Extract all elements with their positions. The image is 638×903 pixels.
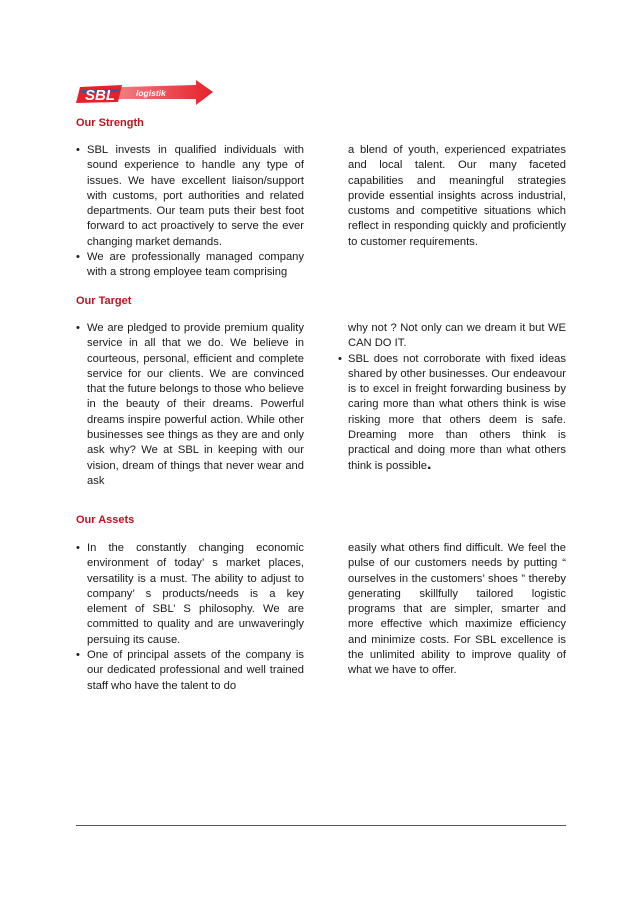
list-item: • We are pledged to provide premium quality service in all that we do. We believe in courteous, personal, efficient and complete service for our clients. We are convinced that the future belongs to those who believe in the beauty of their dreams. Powerful dreams inspire powerful action. While other businesses see things as they are and only ask why? We at SBL in keeping with our vision, dream of things that never wear and ask bbox=[76, 322, 304, 487]
strength-right-column bbox=[338, 143, 566, 250]
sbl-logistik-logo bbox=[76, 78, 214, 108]
section-title-assets: Our Assets bbox=[76, 514, 135, 526]
section-title-strength: Our Strength bbox=[76, 117, 144, 129]
bullet-icon: • bbox=[76, 251, 80, 264]
assets-left-column bbox=[76, 541, 304, 694]
bullet-icon: • bbox=[76, 542, 80, 554]
footer-divider bbox=[76, 825, 566, 826]
bullet-icon: • bbox=[76, 322, 80, 334]
paragraph: a blend of youth, experienced expatriates and local talent. Our many faceted capabilities and meaningful strategies provide essential insights across industrial, customs and competitive situations which reflect in responding quickly and proficiently to customer requirements. bbox=[348, 144, 566, 248]
strength-left-column bbox=[76, 143, 304, 281]
bullet-icon: • bbox=[76, 649, 80, 662]
assets-right-column bbox=[338, 541, 566, 679]
bullet-icon: • bbox=[338, 352, 342, 365]
paragraph: easily what others find difficult. We feel the pulse of our customers needs by putting “ ourselves in the customers’ shoes ” thereby generating skillfully tailored logistic programs that are simpler, smarter and more effective which maximize efficiency and minimize costs. For SBL excellence is the unlimited ability to improve quality of what we have to offer. bbox=[348, 542, 566, 677]
logo-wordmark: SBL bbox=[85, 87, 115, 104]
list-item: • We are professionally managed company with a strong employee team comprising bbox=[76, 251, 304, 279]
target-right-column bbox=[338, 321, 566, 474]
list-item: • In the constantly changing economic environment of today’ s market places, versatility is a must. The ability to adjust to company’ s products/needs is a key element of SBL’ S philosophy. We are committed to quality and are unwaveringly persuing its cause. bbox=[76, 542, 304, 646]
logo-tagline: logistik bbox=[136, 88, 166, 98]
list-item: • One of principal assets of the company is our dedicated professional and well trained staff who have the talent to do bbox=[76, 649, 304, 692]
section-title-target: Our Target bbox=[76, 295, 132, 307]
list-item: • SBL does not corroborate with fixed ideas shared by other businesses. Our endeavour is to excel in freight forwarding business by caring more than what others think is wise risking more that others deem is safe. Dreaming more than others think is practical and doing more than what others think is possible. bbox=[338, 352, 566, 473]
list-item: • SBL invests in qualified individuals with sound experience to handle any type of issues. We have excellent liaison/support with customs, port authorities and related departments. Our team puts their best foot forward to act proactively to serve the ever changing market demands. bbox=[76, 144, 304, 248]
bullet-icon: • bbox=[76, 144, 80, 156]
paragraph: why not ? Not only can we dream it but WE CAN DO IT. bbox=[348, 322, 566, 350]
target-left-column bbox=[76, 321, 304, 489]
